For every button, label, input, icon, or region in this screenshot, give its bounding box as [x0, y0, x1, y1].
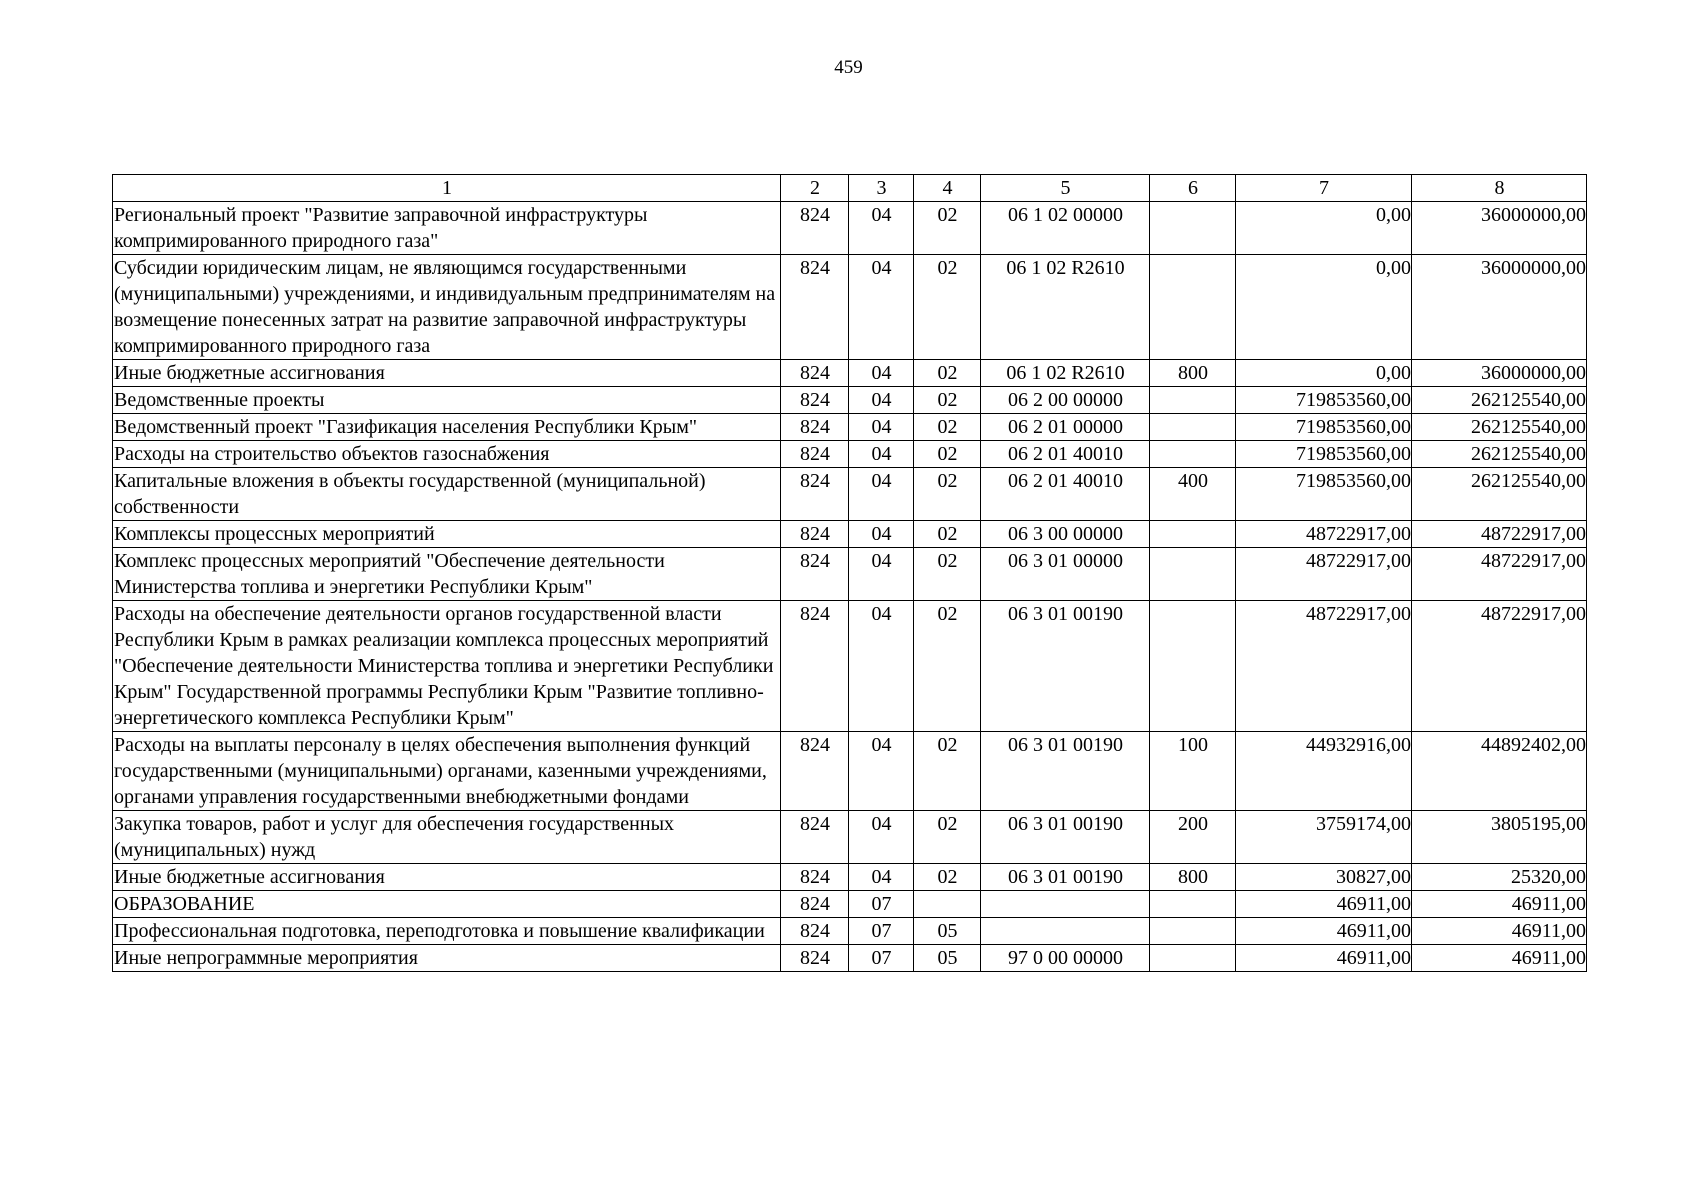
ministry-code: 824: [781, 918, 849, 945]
amount-col8: 48722917,00: [1412, 548, 1587, 601]
subsection-code: 05: [914, 918, 981, 945]
target-article-code: 06 2 01 40010: [981, 468, 1150, 521]
section-code: 04: [849, 521, 914, 548]
target-article-code: 06 3 01 00190: [981, 864, 1150, 891]
column-header: 2: [781, 175, 849, 202]
ministry-code: 824: [781, 601, 849, 732]
subsection-code: 02: [914, 601, 981, 732]
expense-type-code: [1150, 918, 1236, 945]
table-row: [113, 468, 1587, 521]
ministry-code: 824: [781, 255, 849, 360]
amount-col8: 36000000,00: [1412, 360, 1587, 387]
section-code: 04: [849, 548, 914, 601]
amount-col7: 46911,00: [1236, 891, 1412, 918]
section-code: 07: [849, 891, 914, 918]
section-code: 04: [849, 811, 914, 864]
ministry-code: 824: [781, 414, 849, 441]
section-code: 04: [849, 255, 914, 360]
expense-type-code: [1150, 548, 1236, 601]
item-name: Иные бюджетные ассигнования: [113, 864, 781, 891]
ministry-code: 824: [781, 864, 849, 891]
table-row: [113, 521, 1587, 548]
amount-col7: 46911,00: [1236, 918, 1412, 945]
subsection-code: 05: [914, 945, 981, 972]
subsection-code: [914, 891, 981, 918]
section-code: 07: [849, 918, 914, 945]
column-header: 6: [1150, 175, 1236, 202]
amount-col8: 25320,00: [1412, 864, 1587, 891]
expense-type-code: 200: [1150, 811, 1236, 864]
item-name: Профессиональная подготовка, переподготовка и повышение квалификации: [113, 918, 781, 945]
ministry-code: 824: [781, 811, 849, 864]
amount-col8: 262125540,00: [1412, 387, 1587, 414]
target-article-code: 97 0 00 00000: [981, 945, 1150, 972]
amount-col7: 44932916,00: [1236, 732, 1412, 811]
amount-col8: 44892402,00: [1412, 732, 1587, 811]
target-article-code: 06 3 01 00190: [981, 732, 1150, 811]
table-row: [113, 202, 1587, 255]
table-header-row: [113, 175, 1587, 202]
expense-type-code: 800: [1150, 360, 1236, 387]
subsection-code: 02: [914, 548, 981, 601]
target-article-code: 06 2 01 40010: [981, 441, 1150, 468]
ministry-code: 824: [781, 360, 849, 387]
item-name: Ведомственные проекты: [113, 387, 781, 414]
amount-col7: 3759174,00: [1236, 811, 1412, 864]
ministry-code: 824: [781, 441, 849, 468]
target-article-code: 06 2 00 00000: [981, 387, 1150, 414]
amount-col7: 0,00: [1236, 202, 1412, 255]
subsection-code: 02: [914, 360, 981, 387]
expense-type-code: 400: [1150, 468, 1236, 521]
ministry-code: 824: [781, 387, 849, 414]
column-header: 8: [1412, 175, 1587, 202]
table-row: [113, 864, 1587, 891]
ministry-code: 824: [781, 521, 849, 548]
column-header: 1: [113, 175, 781, 202]
expense-type-code: [1150, 414, 1236, 441]
item-name: Региональный проект "Развитие заправочной инфраструктуры компримированного природного газа": [113, 202, 781, 255]
amount-col7: 719853560,00: [1236, 441, 1412, 468]
ministry-code: 824: [781, 945, 849, 972]
section-code: 04: [849, 202, 914, 255]
expense-type-code: 100: [1150, 732, 1236, 811]
amount-col7: 0,00: [1236, 360, 1412, 387]
table-row: [113, 387, 1587, 414]
budget-table: [112, 174, 1587, 972]
table-row: [113, 732, 1587, 811]
amount-col8: 36000000,00: [1412, 202, 1587, 255]
subsection-code: 02: [914, 387, 981, 414]
subsection-code: 02: [914, 521, 981, 548]
amount-col7: 46911,00: [1236, 945, 1412, 972]
amount-col8: 262125540,00: [1412, 468, 1587, 521]
amount-col8: 262125540,00: [1412, 414, 1587, 441]
section-code: 04: [849, 601, 914, 732]
target-article-code: 06 2 01 00000: [981, 414, 1150, 441]
section-code: 07: [849, 945, 914, 972]
subsection-code: 02: [914, 732, 981, 811]
subsection-code: 02: [914, 255, 981, 360]
table-row: [113, 441, 1587, 468]
target-article-code: [981, 891, 1150, 918]
item-name: Закупка товаров, работ и услуг для обеспечения государственных (муниципальных) нужд: [113, 811, 781, 864]
amount-col7: 48722917,00: [1236, 521, 1412, 548]
page-number: 459: [834, 57, 863, 78]
amount-col8: 46911,00: [1412, 945, 1587, 972]
amount-col7: 719853560,00: [1236, 387, 1412, 414]
amount-col7: 719853560,00: [1236, 414, 1412, 441]
expense-type-code: [1150, 521, 1236, 548]
target-article-code: 06 1 02 00000: [981, 202, 1150, 255]
section-code: 04: [849, 732, 914, 811]
table-row: [113, 548, 1587, 601]
section-code: 04: [849, 468, 914, 521]
subsection-code: 02: [914, 441, 981, 468]
subsection-code: 02: [914, 811, 981, 864]
column-header: 7: [1236, 175, 1412, 202]
subsection-code: 02: [914, 202, 981, 255]
item-name: ОБРАЗОВАНИЕ: [113, 891, 781, 918]
subsection-code: 02: [914, 864, 981, 891]
column-header: 4: [914, 175, 981, 202]
ministry-code: 824: [781, 468, 849, 521]
ministry-code: 824: [781, 548, 849, 601]
amount-col8: 262125540,00: [1412, 441, 1587, 468]
amount-col8: 48722917,00: [1412, 521, 1587, 548]
table-body: [113, 202, 1587, 972]
section-code: 04: [849, 414, 914, 441]
amount-col7: 0,00: [1236, 255, 1412, 360]
expense-type-code: [1150, 387, 1236, 414]
ministry-code: 824: [781, 732, 849, 811]
item-name: Расходы на выплаты персоналу в целях обеспечения выполнения функций государственными (муниципальными) органами, казенными учреждениями, органами управления государственными внебюджетными фондами: [113, 732, 781, 811]
section-code: 04: [849, 864, 914, 891]
expense-type-code: [1150, 441, 1236, 468]
table-row: [113, 414, 1587, 441]
section-code: 04: [849, 441, 914, 468]
amount-col8: 48722917,00: [1412, 601, 1587, 732]
expense-type-code: [1150, 891, 1236, 918]
target-article-code: 06 1 02 R2610: [981, 360, 1150, 387]
subsection-code: 02: [914, 414, 981, 441]
target-article-code: 06 1 02 R2610: [981, 255, 1150, 360]
table-row: [113, 811, 1587, 864]
expense-type-code: [1150, 202, 1236, 255]
item-name: Иные бюджетные ассигнования: [113, 360, 781, 387]
table-row: [113, 360, 1587, 387]
table-row: [113, 945, 1587, 972]
item-name: Иные непрограммные мероприятия: [113, 945, 781, 972]
target-article-code: 06 3 01 00190: [981, 811, 1150, 864]
expense-type-code: 800: [1150, 864, 1236, 891]
expense-type-code: [1150, 255, 1236, 360]
expense-type-code: [1150, 601, 1236, 732]
amount-col7: 30827,00: [1236, 864, 1412, 891]
column-header: 3: [849, 175, 914, 202]
column-header: 5: [981, 175, 1150, 202]
amount-col8: 46911,00: [1412, 918, 1587, 945]
item-name: Расходы на обеспечение деятельности органов государственной власти Республики Крым в рамках реализации комплекса процессных мероприятий "Обеспечение деятельности Министерства топлива и энергетики Республики Крым" Государственной программы Республики Крым "Развитие топливно-энергетического комплекса Республики Крым": [113, 601, 781, 732]
amount-col7: 48722917,00: [1236, 601, 1412, 732]
section-code: 04: [849, 360, 914, 387]
table-row: [113, 601, 1587, 732]
item-name: Ведомственный проект "Газификация населения Республики Крым": [113, 414, 781, 441]
amount-col8: 36000000,00: [1412, 255, 1587, 360]
item-name: Капитальные вложения в объекты государственной (муниципальной) собственности: [113, 468, 781, 521]
amount-col8: 3805195,00: [1412, 811, 1587, 864]
target-article-code: 06 3 00 00000: [981, 521, 1150, 548]
amount-col7: 719853560,00: [1236, 468, 1412, 521]
target-article-code: 06 3 01 00000: [981, 548, 1150, 601]
item-name: Расходы на строительство объектов газоснабжения: [113, 441, 781, 468]
section-code: 04: [849, 387, 914, 414]
table-row: [113, 891, 1587, 918]
table-row: [113, 918, 1587, 945]
subsection-code: 02: [914, 468, 981, 521]
item-name: Комплекс процессных мероприятий "Обеспечение деятельности Министерства топлива и энергетики Республики Крым": [113, 548, 781, 601]
amount-col7: 48722917,00: [1236, 548, 1412, 601]
table-row: [113, 255, 1587, 360]
target-article-code: 06 3 01 00190: [981, 601, 1150, 732]
ministry-code: 824: [781, 891, 849, 918]
expense-type-code: [1150, 945, 1236, 972]
ministry-code: 824: [781, 202, 849, 255]
item-name: Комплексы процессных мероприятий: [113, 521, 781, 548]
target-article-code: [981, 918, 1150, 945]
item-name: Субсидии юридическим лицам, не являющимся государственными (муниципальными) учреждениями, и индивидуальным предпринимателям на возмещение понесенных затрат на развитие заправочной инфраструктуры компримированного природного газа: [113, 255, 781, 360]
amount-col8: 46911,00: [1412, 891, 1587, 918]
